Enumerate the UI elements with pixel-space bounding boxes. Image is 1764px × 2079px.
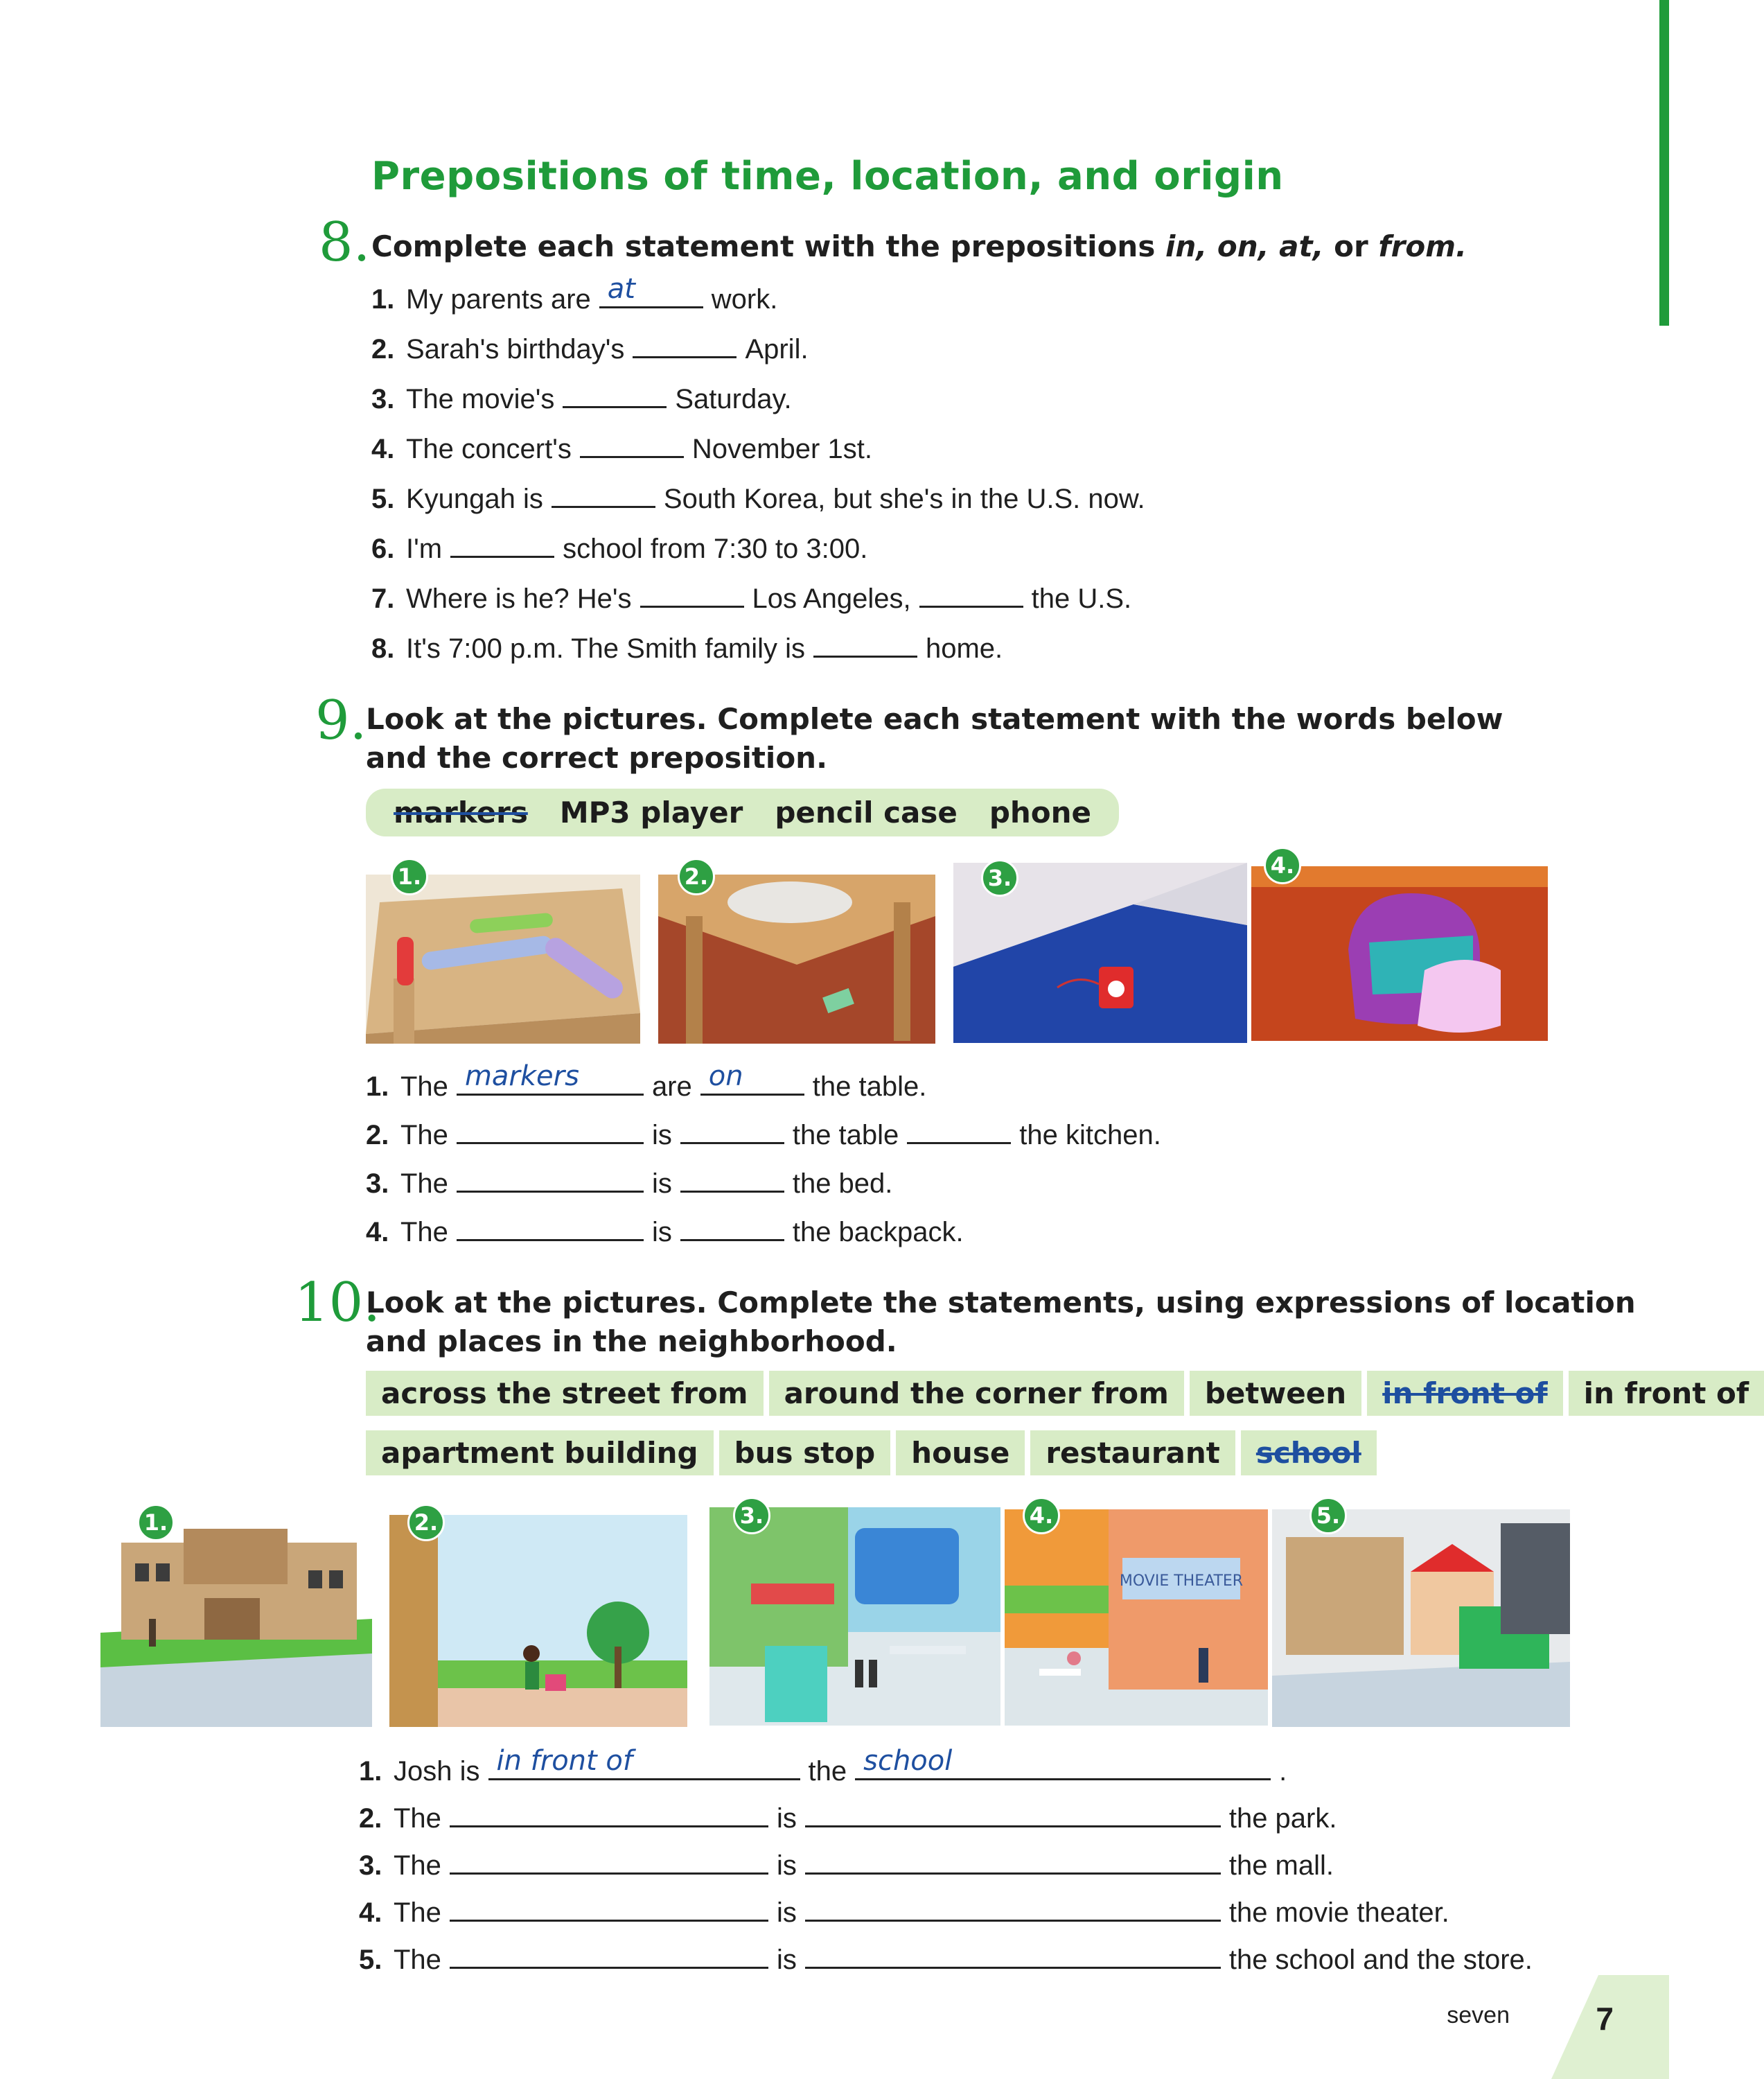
ex9-picture-2 [658,875,935,1044]
ex10-place-blank-5[interactable] [450,1940,768,1969]
ex9-prep-blank-2b[interactable] [907,1116,1011,1144]
ex10-location-blank-4[interactable] [805,1893,1221,1922]
ex8-item-7: 7. Where is he? He's Los Angeles, the U.S. [371,579,1131,615]
ex10-location-blank-1[interactable]: in front of [488,1752,800,1780]
exercise-9-number: 9. [315,690,367,752]
ex9-prep-blank-3[interactable] [680,1164,784,1193]
ex10-item-1: 1. Josh is in front of the school . [359,1745,1287,1787]
bank-expr-in-front-of: in front of [1569,1371,1764,1416]
ex9-picture-4-badge: 4. [1264,847,1301,884]
ex10-picture-5 [1272,1509,1570,1727]
ex10-item-2: 2. The is the park. [359,1799,1337,1834]
ex10-picture-2 [389,1515,687,1727]
ex10-place-blank-3[interactable] [450,1846,768,1875]
ex8-blank-7b[interactable] [919,579,1023,608]
exercise-8-number: 8. [319,211,371,274]
ex9-picture-2-badge: 2. [678,858,715,895]
bank-word-mp3-player: MP3 player [559,796,743,830]
ex9-item-3: 3. The is the bed. [366,1164,892,1200]
ex10-item-4: 4. The is the movie theater. [359,1893,1449,1929]
bank-word-phone: phone [989,796,1092,830]
ex9-picture-4 [1251,866,1548,1041]
ex10-picture-4 [1005,1509,1268,1726]
ex10-item-3: 3. The is the mall. [359,1846,1334,1881]
ex10-place-blank-4[interactable] [450,1893,768,1922]
ex9-item-1: 1. The markers are on the table. [366,1060,927,1102]
ex10-location-blank-5[interactable] [805,1940,1221,1969]
bank-place-school-used: school [1241,1430,1377,1475]
ex8-blank-8[interactable] [813,629,917,658]
ex10-picture-4-badge: 4. [1023,1497,1060,1534]
svg-text:MOVIE THEATER: MOVIE THEATER [1119,1572,1244,1590]
ex9-item-4: 4. The is the backpack. [366,1213,964,1248]
bank-expr-between: between [1190,1371,1361,1416]
ex8-blank-1[interactable]: at [599,280,703,308]
ex10-picture-1-badge: 1. [137,1504,175,1541]
ex8-item-4: 4. The concert's November 1st. [371,430,872,465]
bank-place-bus-stop: bus stop [719,1430,891,1475]
ex10-location-blank-3[interactable] [805,1846,1221,1875]
ex8-blank-3[interactable] [563,380,667,408]
page-edge-tab [1659,0,1669,326]
exercise-8-instruction: Complete each statement with the prepositions in, on, at, or from. [371,229,1467,263]
ex8-item-5: 5. Kyungah is South Korea, but she's in the U.S. now. [371,480,1145,515]
ex8-blank-5[interactable] [552,480,655,508]
ex8-item-2: 2. Sarah's birthday's April. [371,330,809,365]
ex10-place-blank-2[interactable] [450,1799,768,1827]
ex10-item-5: 5. The is the school and the store. [359,1940,1533,1976]
ex9-picture-1-badge: 1. [391,858,428,895]
ex9-prep-blank-4[interactable] [680,1213,784,1241]
ex9-noun-blank-4[interactable] [457,1213,644,1241]
bank-word-markers: markers [394,796,528,830]
ex10-location-blank-2[interactable] [805,1799,1221,1827]
ex10-picture-3-badge: 3. [733,1497,770,1534]
exercise-10-number: 10. [294,1272,381,1334]
bank-place-apartment-building: apartment building [366,1430,714,1475]
ex10-word-bank-expressions [366,1371,1764,1416]
ex10-picture-3 [709,1507,1000,1726]
ex10-place-blank-1[interactable]: school [855,1752,1271,1780]
ex8-item-6: 6. I'm school from 7:30 to 3:00. [371,529,867,565]
ex10-picture-2-badge: 2. [407,1504,445,1541]
bank-expr-in-front-of-used: in front of [1367,1371,1563,1416]
ex10-picture-1 [100,1515,372,1727]
ex9-noun-blank-1[interactable]: markers [457,1067,644,1096]
ex8-blank-7a[interactable] [640,579,744,608]
ex9-item-2: 2. The is the table the kitchen. [366,1116,1161,1151]
ex8-item-8: 8. It's 7:00 p.m. The Smith family is home. [371,629,1003,665]
ex8-blank-6[interactable] [450,529,554,558]
ex9-noun-blank-2[interactable] [457,1116,644,1144]
ex9-word-bank [366,789,1119,836]
ex8-item-1: 1. My parents are at work. [371,273,778,315]
bank-place-restaurant: restaurant [1030,1430,1235,1475]
bank-place-house: house [896,1430,1025,1475]
bank-expr-around-the-corner-from: around the corner from [769,1371,1184,1416]
ex9-noun-blank-3[interactable] [457,1164,644,1193]
ex8-item-3: 3. The movie's Saturday. [371,380,792,415]
ex9-picture-1 [366,875,640,1044]
ex9-prep-blank-1[interactable]: on [700,1067,804,1096]
ex9-picture-3-badge: 3. [981,859,1018,897]
ex8-blank-4[interactable] [580,430,684,458]
ex10-picture-5-badge: 5. [1309,1497,1347,1534]
page-number: 7 [1596,2001,1614,2037]
ex9-prep-blank-2a[interactable] [680,1116,784,1144]
bank-expr-across-the-street-from: across the street from [366,1371,764,1416]
exercise-9-instruction: Look at the pictures. Complete each statement with the words below and the correct preposition. [366,702,1503,775]
bank-word-pencil-case: pencil case [775,796,958,830]
page-number-word: seven [1447,2002,1510,2028]
exercise-10-instruction: Look at the pictures. Complete the statements, using expressions of location and places in the neighborhood. [366,1286,1636,1358]
section-title: Prepositions of time, location, and origin [371,154,1284,199]
ex10-word-bank-places [366,1430,1377,1475]
ex8-blank-2[interactable] [633,330,737,358]
